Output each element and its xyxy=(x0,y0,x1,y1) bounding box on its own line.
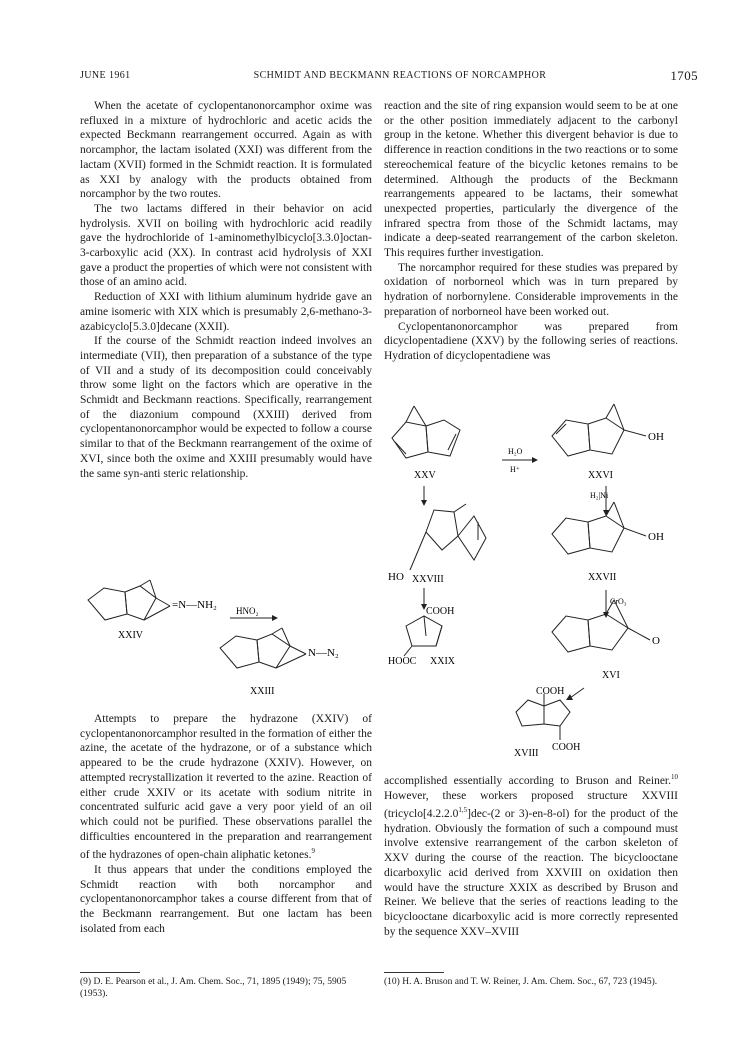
footnote-rule xyxy=(80,972,140,973)
footnote-ref: 10 xyxy=(671,773,678,781)
structure-xxix xyxy=(404,616,442,656)
structure-xxiii xyxy=(220,628,306,668)
reagent-hno2: HNO₂ xyxy=(236,606,259,616)
paragraph xyxy=(80,712,372,863)
paragraph: Reduction of XXI with lithium aluminum hydride gave an amine isomeric with XIX which is presumably 2,6-methano-3-azabicyclo[5.3.0]decane (XXII). xyxy=(80,291,372,333)
ho-group: HO xyxy=(388,571,404,583)
structure-xxvii xyxy=(552,502,646,554)
paragraph-text: accomplished essentially according to Bruson and Reiner. xyxy=(384,774,671,787)
footnote-ref: 9 xyxy=(311,847,316,856)
paragraph-text: Attempts to prepare the hydrazone (XXIV) of cyclopentanonorcamphor resulted in the formation of either the azine, the acetate of the hydrazone, or of a substance which appeared to be the crude hydrazone (XXIV). However, on attempted recrystallization it reverted to the azine. Reaction of either crude XXIV or its acetate with sodium nitrite in concentrated sulfuric acid gave a very poor yield of an oil which could not be purified. These observations parallel the difficulties encountered in the preparation and rearrangement of the hydrazones of open-chain aliphatic ketones. xyxy=(80,713,372,862)
xxiv-substituent: =N—NH₂ xyxy=(172,599,217,611)
label-xxiv: XXIV xyxy=(118,630,143,641)
reagent-hplus: H⁺ xyxy=(510,465,520,474)
cooh-group: COOH xyxy=(426,606,455,617)
paragraph: reaction and the site of ring expansion would seem to be at one or the other position immediately adjacent to the carbonyl group in the ketone. Whether this divergent behavior is due to difference in reaction conditions in the two reactions or to some stereochemical feature of the bicyclic ketones remains to be determined. Although the products of the Beckmann rearrangements appeared to be lactams, their somewhat unexpected properties, particularly the divergence of the infrared spectra from those of the Schmidt lactams, may indicate a deep-seated rearrangement of the carbon skeleton. This requires further investigation. xyxy=(384,100,678,260)
right-column-lower xyxy=(384,770,678,939)
superscript: 1,5 xyxy=(458,806,468,815)
label-xxvi: XXVI xyxy=(588,470,613,481)
running-header-title: SCHMIDT AND BECKMANN REACTIONS OF NORCAMPHOR xyxy=(253,70,547,81)
structure-xviii xyxy=(516,694,570,740)
structure-xxviii xyxy=(410,504,486,570)
paragraph: When the acetate of cyclopentanonorcamphor oxime was refluxed in a mixture of hydrochloric and acetic acids the expected Beckmann rearrangement occurred. Again as with norcamphor, the lactam isolated (XXI) was different from the lactam (XVII) formed in the Schmidt reaction. It is formulated as XXI by analogy with the products obtained from norcamphor by the two routes. xyxy=(80,100,372,201)
scheme-hydrazone-to-diazonium xyxy=(80,578,372,700)
label-xxviii: XXVIII xyxy=(412,574,444,585)
cooh-group: COOH xyxy=(552,742,581,753)
paragraph-text: However, these workers proposed structure XXVIII (tricyclo[4.2.2.0 xyxy=(384,789,678,821)
label-xxix: XXIX xyxy=(430,656,455,667)
reagent-cro3: CrO₃ xyxy=(610,597,627,606)
structure-xvi xyxy=(552,600,650,652)
oh-group: OH xyxy=(648,531,664,543)
paragraph: The two lactams differed in their behavior on acid hydrolysis. XVII on boiling with hydrochloric acid readily gave the hydrochloride of 1-aminomethylbicyclo[3.3.0]octan-3-carboxylic acid (XX). In contrast acid hydrolysis of XXI gave a product the properties of which were not consistent with those of an amino acid. xyxy=(80,202,372,289)
structure-xxv xyxy=(392,406,460,458)
footnote-10: (10) H. A. Bruson and T. W. Reiner, J. Am. Chem. Soc., 67, 723 (1945). xyxy=(384,977,658,987)
footnote-rule xyxy=(384,972,444,973)
left-column-upper xyxy=(80,99,372,481)
reagent-h2-ni: H₂|Ni xyxy=(590,491,609,500)
right-column-upper xyxy=(384,99,678,364)
footnote-9: (9) D. E. Pearson et al., J. Am. Chem. Soc., 71, 1895 (1949); 75, 5905 (1953). xyxy=(80,977,347,999)
label-xviii: XVIII xyxy=(514,748,539,759)
left-column-lower xyxy=(80,712,372,936)
paragraph xyxy=(384,770,678,939)
paragraph: If the course of the Schmidt reaction indeed involves an intermediate (VII), then preparation of a substance of the type of VII and a study of its decomposition could conceivably throw some light on the factors which are operative in the Schmidt and Beckmann reactions. Specifically, rearrangement of the diazonium compound (XXIII) derived from cyclopentanonorcamphor would be expected to follow a course similar to that of the Beckmann rearrangement of the oxime of XVI, since both the oxime and XXIII presumably would have the same syn-anti steric relationship. xyxy=(80,335,372,480)
cooh-group: COOH xyxy=(536,686,565,697)
arrowhead xyxy=(272,615,278,621)
xxiii-substituent: N—N₂ xyxy=(308,647,339,659)
paragraph: The norcamphor required for these studies was prepared by oxidation of norborneol which was in turn prepared by hydration of norbornylene. Considerable improvements in the preparation of norborneol have been worked out. xyxy=(384,261,678,318)
structure-xxvi xyxy=(552,404,646,456)
label-xvi: XVI xyxy=(602,670,620,681)
reagent-h2o: H₂O xyxy=(508,447,523,456)
hooc-group: HOOC xyxy=(388,656,417,667)
carbonyl-o: O xyxy=(652,635,660,647)
structure-xxiv xyxy=(88,580,170,620)
paragraph-text: ]dec-(2 or 3)-en-8-ol) for the product of the hydration. Obviously the formation of such a compound must involve extensive rearrangement of the carbon skeleton of XXV during the course of the reaction. The bicyclooctane dicarboxylic acid derived from XXVIII on oxidation then would have the structure XXIX as described by Bruson and Reiner. We believe that the series of reactions leading to the bicyclooctane dicarboxylic acid is more correctly represented by the sequence XXV–XVIII xyxy=(384,808,678,938)
oh-group: OH xyxy=(648,431,664,443)
label-xxv: XXV xyxy=(414,470,436,481)
paragraph: Cyclopentanonorcamphor was prepared from dicyclopentadiene (XXV) by the following series of reactions. Hydration of dicyclopentadiene was xyxy=(384,320,678,362)
page-number: 1705 xyxy=(670,68,698,83)
label-xxvii: XXVII xyxy=(588,572,617,583)
running-header-date: JUNE 1961 xyxy=(80,70,131,81)
scheme-dicyclopentadiene-series xyxy=(384,400,684,762)
label-xxiii: XXIII xyxy=(250,686,275,697)
paragraph: It thus appears that under the conditions employed the Schmidt reaction with both norcamphor and cyclopentanonorcamphor takes a course different from that of the Beckmann rearrangement. But one lactam has been isolated from each xyxy=(80,863,372,935)
